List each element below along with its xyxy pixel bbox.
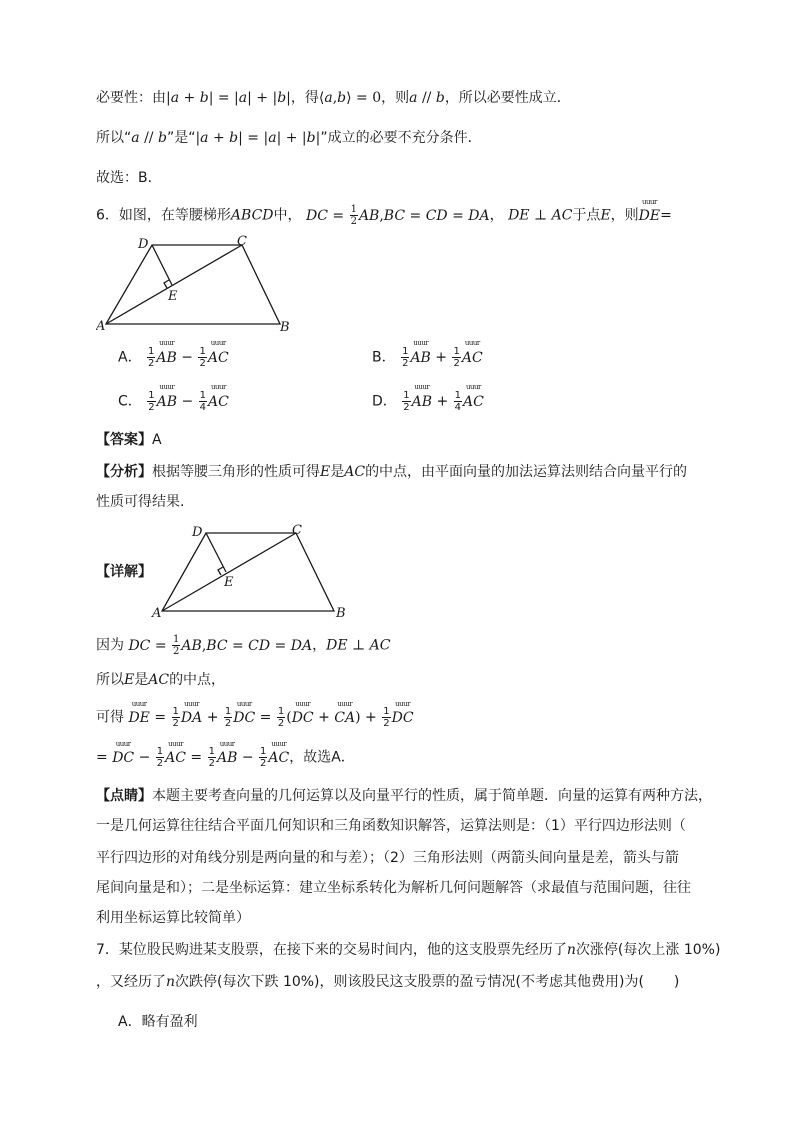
label-a-2: A <box>152 606 162 621</box>
trapezoid-figure-1 <box>96 234 306 338</box>
diagonal-ac-2 <box>162 533 296 611</box>
detail-derivation-1: 可得 DE uuur = $\frac{1}{2}$ DA uuur + $\frac{1}{2}$ DC uuur = $\frac{1}{2}$ (DC uuur + CA uuur ) + $\frac{1}{2}$ DC uuur <box>96 699 414 729</box>
question-7-line-2: ，又经历了n次跌停(每次下跌 10%)，则该股民这支股票的盈亏情况(不考虑其他费用)为( ) <box>96 974 680 990</box>
comment-line-3: 平行四边形的对角线分别是两向量的和与差）；（2）三角形法则（两箭头间向量是差，箭头与箭 <box>96 850 679 866</box>
label-c-2: C <box>292 523 302 538</box>
label-e-2: E <box>224 575 234 590</box>
trapezoid-outline <box>106 245 280 324</box>
comment-line-4: 尾间向量是和）；二是坐标运算：建立坐标系转化为解析几何问题解答（求最值与范围问题，往往 <box>96 880 691 896</box>
analysis-line-1: 【分析】根据等腰三角形的性质可得E是AC的中点，由平面向量的加法运算法则结合向量平行的 <box>96 464 688 480</box>
comment-line-2: 一是几何运算往往结合平面几何知识和三角函数知识解答，运算法则是：（1）平行四边形法则（ <box>96 818 686 834</box>
necessity-prefix: 必要性：由 <box>96 90 166 106</box>
detail-derivation-2: = DC uuur − $\frac{1}{2}$ AC uuur = $\frac{1}{2}$ AB uuur − $\frac{1}{2}$ AC uuur ，故选A． <box>96 739 355 769</box>
label-d: D <box>138 237 149 252</box>
detail-label: 【详解】 <box>96 564 152 580</box>
conclusion-line: 所以“a // b”是“|a + b| = |a| + |b|”成立的必要不充分条件． <box>96 130 482 146</box>
question-7-option-a[interactable]: A．略有盈利 <box>118 1014 198 1030</box>
right-angle-mark-2 <box>218 567 223 575</box>
option-b[interactable]: B． $\frac{1}{2}$ AB uuur + $\frac{1}{2}$ AC uuur <box>372 338 483 369</box>
answer-line: 【答案】A <box>96 432 162 448</box>
label-b: B <box>280 320 290 335</box>
label-c: C <box>237 234 247 249</box>
perpendicular-de-2 <box>206 533 226 572</box>
choose-b: 故选：B． <box>96 170 162 186</box>
option-a[interactable]: A． $\frac{1}{2}$ AB uuur − $\frac{1}{2}$ AC uuur <box>118 338 229 369</box>
detail-because: 因为 DC = $\frac{1}{2}$ AB,BC = CD = DA，DE ⊥ AC <box>96 634 391 657</box>
question-6: 6．如图，在等腰梯形ABCD中， DC = $\frac{1}{2}$ AB,BC = CD = DA， DE ⊥ AC于点E，则DE uuur = <box>96 197 672 227</box>
label-e: E <box>168 289 178 304</box>
label-a: A <box>96 319 106 334</box>
analysis-line-2: 性质可得结果. <box>96 494 185 510</box>
question-7-line-1: 7．某位股民购进某支股票，在接下来的交易时间内，他的这支股票先经历了n次涨停(每次上涨 10%) <box>96 942 721 958</box>
label-d-2: D <box>192 525 203 540</box>
necessity-line: 必要性：由|a + b| = |a| + |b|，得⟨a,b⟩ = 0，则a // b，所以必要性成立． <box>96 90 571 106</box>
perpendicular-de <box>152 245 172 285</box>
label-b-2: B <box>336 606 346 621</box>
trapezoid-figure-2 <box>150 522 350 622</box>
trapezoid-outline-2 <box>162 533 334 611</box>
comment-line-5: 利用坐标运算比较简单） <box>96 910 250 926</box>
option-c[interactable]: C． $\frac{1}{2}$ AB uuur − $\frac{1}{4}$ AC uuur <box>118 382 229 413</box>
detail-midpoint: 所以E是AC的中点， <box>96 672 226 688</box>
comment-line-1: 【点睛】本题主要考查向量的几何运算以及向量平行的性质，属于简单题．向量的运算有两种方法， <box>96 788 712 804</box>
option-d[interactable]: D． $\frac{1}{2}$ AB uuur + $\frac{1}{4}$ AC uuur <box>372 382 484 413</box>
right-angle-mark <box>164 280 169 288</box>
diagonal-ac <box>106 245 242 324</box>
